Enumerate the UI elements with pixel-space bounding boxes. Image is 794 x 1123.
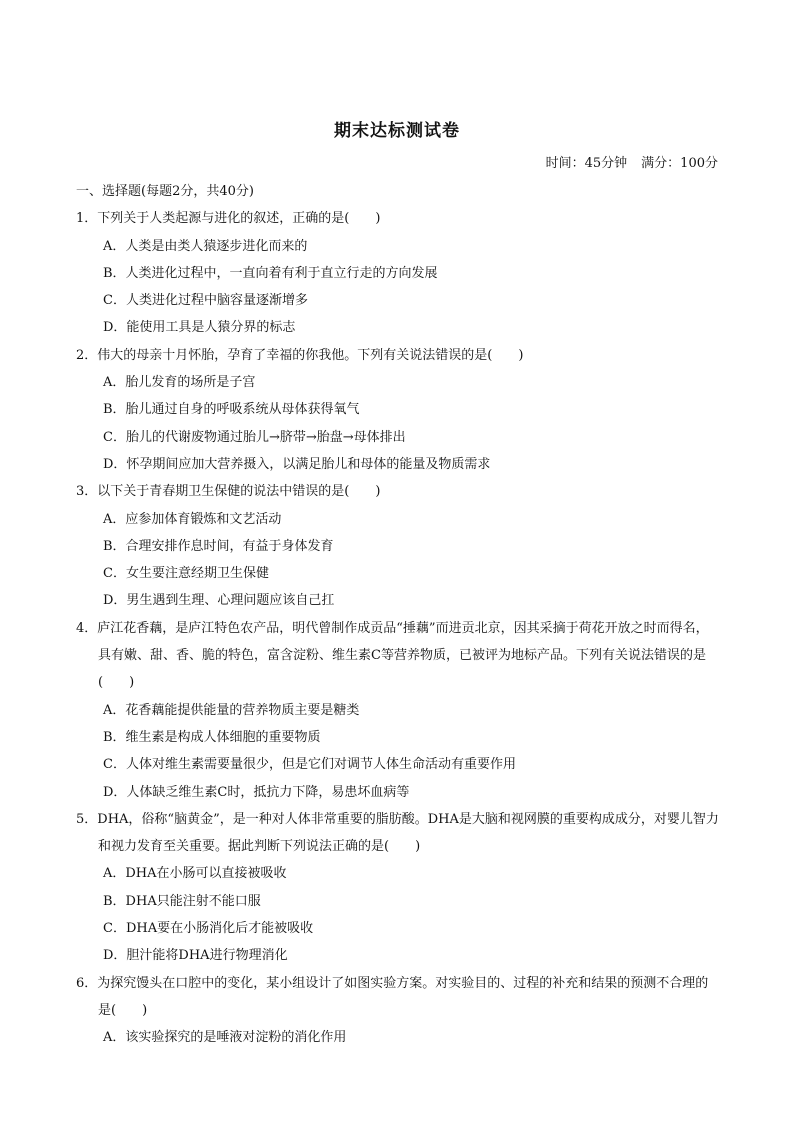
question-stem: 2．伟大的母亲十月怀胎，孕育了幸福的你我他。下列有关说法错误的是( ) [76, 347, 524, 363]
answer-option: C．女生要注意经期卫生保健 [103, 566, 269, 582]
question [76, 970, 720, 1052]
answer-option: A．DHA在小肠可以直接被吸收 [103, 866, 287, 882]
answer-option: A．胎儿发育的场所是子宫 [103, 375, 256, 391]
answer-option: D．人体缺乏维生素C时，抵抗力下降，易患坏血病等 [103, 784, 410, 800]
answer-option: D．能使用工具是人猿分界的标志 [103, 320, 296, 336]
question [76, 615, 720, 806]
answer-option: A．人类是由类人猿逐步进化而来的 [103, 238, 308, 254]
full-score: 满分：100分 [641, 156, 718, 171]
question-list [76, 178, 720, 1052]
answer-option: C．人类进化过程中脑容量逐渐增多 [103, 293, 308, 309]
answer-option: D．胆汁能将DHA进行物理消化 [103, 948, 288, 964]
question [76, 478, 720, 614]
answer-option: B．胎儿通过自身的呼吸系统从母体获得氧气 [103, 402, 360, 418]
answer-option: D．男生遇到生理、心理问题应该自己扛 [103, 593, 335, 609]
answer-option: A．该实验探究的是唾液对淀粉的消化作用 [103, 1030, 347, 1046]
question-stem: 1．下列关于人类起源与进化的叙述，正确的是( ) [76, 211, 381, 227]
question-stem: 5．DHA，俗称“脑黄金”，是一种对人体非常重要的脂肪酸。DHA是大脑和视网膜的重要构成成分，对婴儿智力和视力发育至关重要。据此判断下列说法正确的是( ) [76, 811, 719, 855]
answer-option: B．维生素是构成人体细胞的重要物质 [103, 729, 321, 745]
section-heading: 一、选择题(每题2分，共40分) [76, 184, 254, 199]
answer-option: C．DHA要在小肠消化后才能被吸收 [103, 921, 314, 937]
exam-meta [546, 152, 718, 171]
answer-option: A．应参加体育锻炼和文艺活动 [103, 511, 282, 527]
answer-option: B．人类进化过程中，一直向着有利于直立行走的方向发展 [103, 265, 438, 281]
question-stem: 3．以下关于青春期卫生保健的说法中错误的是( ) [76, 484, 381, 500]
question-stem: 6．为探究馒头在口腔中的变化，某小组设计了如图实验方案。对实验目的、过程的补充和结果的预测不合理的是( ) [76, 975, 709, 1018]
question [76, 205, 720, 341]
page-title: 期末达标测试卷 [334, 121, 460, 141]
question [76, 806, 720, 970]
answer-option: C．人体对维生素需要量很少，但是它们对调节人体生命活动有重要作用 [103, 757, 516, 773]
answer-option: D．怀孕期间应加大营养摄入，以满足胎儿和母体的能量及物质需求 [103, 456, 491, 472]
answer-option: B．合理安排作息时间，有益于身体发育 [103, 538, 334, 554]
answer-option: C．胎儿的代谢废物通过胎儿→脐带→胎盘→母体排出 [103, 429, 406, 445]
question [76, 342, 720, 478]
question-stem: 4．庐江花香藕，是庐江特色农产品，明代曾制作成贡品“捶藕”而进贡北京，因其采摘于荷花开放之时而得名，具有嫩、甜、香、脆的特色，富含淀粉、维生素C等营养物质，已被评为地标产品。下列有关说法错误的是( ) [76, 620, 709, 691]
time-limit: 时间：45分钟 [545, 156, 628, 171]
answer-option: A．花香藕能提供能量的营养物质主要是糖类 [103, 702, 360, 718]
answer-option: B．DHA只能注射不能口服 [103, 893, 261, 909]
